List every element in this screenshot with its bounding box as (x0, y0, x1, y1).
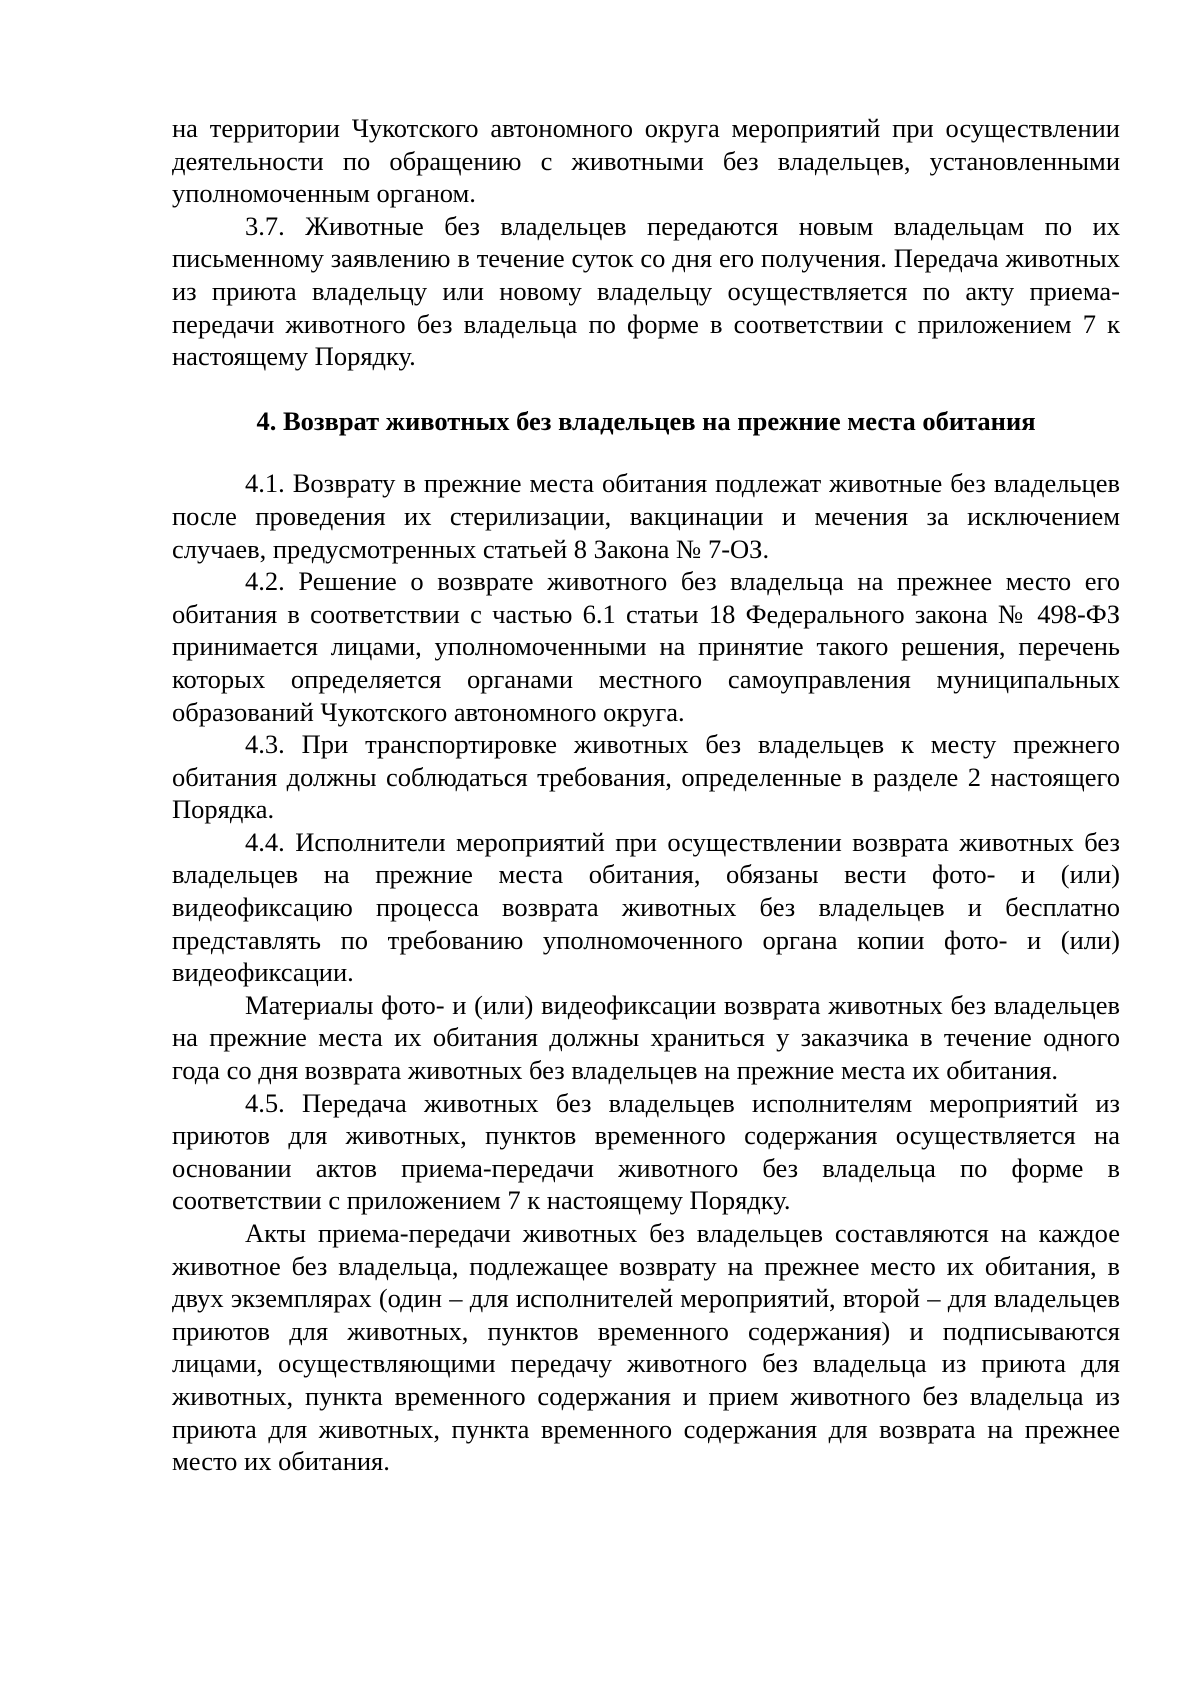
paragraph-3-7: 3.7. Животные без владельцев передаются новым владельцам по их письменному заявлению в течение суток со дня его получения. Передача животных из приюта владельцу или новому владельцу осуществляется по акту приема-передачи животного без владельца по форме в соответствии с приложением 7 к настоящему Порядку. (172, 210, 1120, 372)
paragraph-4-5: 4.5. Передача животных без владельцев исполнителям мероприятий из приютов для животных, пунктов временного содержания осуществляется на основании актов приема-передачи животного без владельца по форме в соответствии с приложением 7 к настоящему Порядку. (172, 1087, 1120, 1216)
paragraph-4-4: 4.4. Исполнители мероприятий при осуществлении возврата животных без владельцев на прежние места обитания, обязаны вести фото- и (или) видеофиксацию процесса возврата животных без владельцев и бесплатно представлять по требованию уполномоченного органа копии фото- и (или) видеофиксации. (172, 826, 1120, 988)
section-heading-4: 4. Возврат животных без владельцев на прежние места обитания (256, 405, 1036, 436)
paragraph-4-5-acts: Акты приема-передачи животных без владельцев составляются на каждое животное без владельца, подлежащее возврату на прежнее место их обитания, в двух экземплярах (один – для исполнителей мероприятий, второй – для владельцев приютов для животных, пунктов временного содержания) и подписываются лицами, осуществляющими передачу животного без владельца из приюта для животных, пункта временного содержания и прием животного без владельца из приюта для животных, пункта временного содержания для возврата на прежнее место их обитания. (172, 1218, 1120, 1477)
paragraph-4-1: 4.1. Возврату в прежние места обитания подлежат животные без владельцев после проведения их стерилизации, вакцинации и мечения за исключением случаев, предусмотренных статьей 8 Закона № 7-ОЗ. (172, 468, 1120, 564)
paragraph-continuation: на территории Чукотского автономного округа мероприятий при осуществлении деятельности по обращению с животными без владельцев, установленными уполномоченным органом. (172, 113, 1120, 209)
paragraph-4-3: 4.3. При транспортировке животных без владельцев к месту прежнего обитания должны соблюдаться требования, определенные в разделе 2 настоящего Порядка. (172, 729, 1120, 825)
paragraph-4-4-materials: Материалы фото- и (или) видеофиксации возврата животных без владельцев на прежние места их обитания должны храниться у заказчика в течение одного года со дня возврата животных без владельцев на прежние места их обитания. (172, 989, 1120, 1086)
document-body (172, 112, 1120, 1478)
paragraph-4-2: 4.2. Решение о возврате животного без владельца на прежнее место его обитания в соответствии с частью 6.1 статьи 18 Федерального закона № 498-ФЗ принимается лицами, уполномоченными на принятие такого решения, перечень которых определяется органами местного самоуправления муниципальных образований Чукотского автономного округа. (172, 566, 1120, 727)
